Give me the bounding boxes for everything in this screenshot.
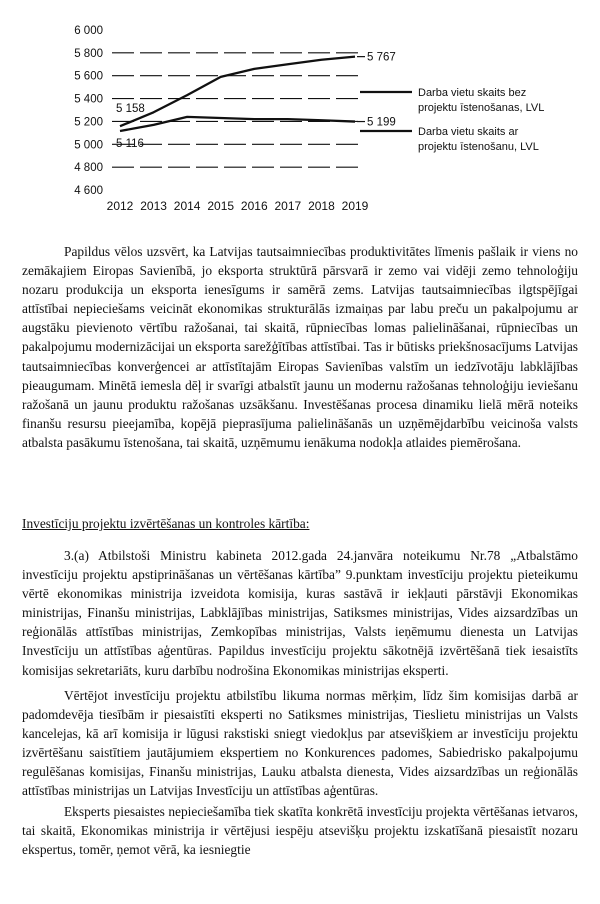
x-tick-label: 2017 bbox=[274, 199, 302, 213]
y-tick-label: 5 600 bbox=[74, 70, 103, 83]
paragraph: Eksperts piesaistes nepieciešamība tiek skatīta konkrētā investīciju projekta vērtēšanas ietvaros, tai skaitā, Ekonomikas ministrija ir vērtējusi iespēju atsevišķu projektu izskatīšanā piesaistīt nozaru ekspertus, tomēr, ņemot vērā, ka iesniegtie bbox=[22, 804, 578, 858]
paragraph: Vērtējot investīciju projektu atbilstību likuma normas mērķim, līdz šim komisijas darbā ar padomdevēja tiesībām ir piesaistīti eksperti no Satiksmes ministrijas, Tieslietu ministrijas un Valsts kancelejas, kā arī komisija ir lūgusi rakstiski sniegt viedokļus par atsevišķiem ar investīciju projektu izvērtēšanu saistītiem jautājumiem ekspertiem no Konkurences padomes, Sabiedrisko pakalpojumu regulēšanas komisijas, Finanšu ministrijas, Lauku atbalsta dienesta, Vides aizsardzības un reģionālās attīstības ministrijas un Latvijas Investīciju un attīstības aģentūras. bbox=[22, 687, 578, 799]
legend-label: Darba vietu skaits ar bbox=[418, 126, 519, 138]
x-tick-label: 2015 bbox=[207, 199, 235, 213]
chart-gridlines bbox=[112, 53, 363, 167]
x-tick-label: 2012 bbox=[106, 199, 134, 213]
chart-series bbox=[120, 57, 355, 131]
y-tick-label: 4 800 bbox=[74, 162, 103, 175]
series-line-1 bbox=[120, 57, 355, 127]
legend-label: Darba vietu skaits bez bbox=[418, 87, 527, 99]
x-tick-label: 2016 bbox=[240, 199, 268, 213]
series-line-2 bbox=[120, 117, 355, 131]
start-value-label: 5 158 bbox=[116, 103, 145, 116]
legend-label: projektu īstenošanas, LVL bbox=[418, 102, 545, 114]
y-tick-label: 5 200 bbox=[74, 116, 103, 129]
start-value-label: 5 116 bbox=[116, 138, 144, 151]
y-tick-label: 6 000 bbox=[74, 25, 103, 37]
x-tick-label: 2018 bbox=[308, 199, 335, 213]
y-tick-label: 4 600 bbox=[74, 185, 103, 197]
paragraph: Papildus vēlos uzsvērt, ka Latvijas tautsaimniecības produktivitātes līmenis pašlaik ir viens no zemākajiem Eiropas Savienībā, jo eksporta struktūrā pārsvarā ir zemo vai vidēji zemo tehnoloģiju nozaru produkcija un eksporta ienesīgums ir samērā zems. Latvijas tautsaimniecības ilgtspējīgai attīstībai nepieciešams veicināt ekonomikas strukturālās izmaiņas par labu preču un pakalpojumu ar augstāku pievienoto vērtību ražošanai, tai skaitā, rūpniecības lomas palielināšanai, rūpniecības un pakalpojumu modernizācijai un eksporta sarežģītības attīstībai. Tas ir būtisks priekšnosacījums Latvijas tautsaimniecības konverģencei ar attīstītajām Eiropas Savienības valstīm un iedzīvotāju labklājības pieaugumam. Minētā iemesla dēļ ir svarīgi atbalstīt jaunu un modernu ražošanas tehnoloģiju ieviešanu ražošanā un jaunu produktu ražošanas uzsākšanu. Investēšanas procesa dinamiku lielā mērā noteiks finanšu resursu pieejamība, kopējā pieprasījuma palielināšanās un uzņēmējdarbību veicinoša valsts atbalsta pasākumu īstenošana, tai skaitā, uzņēmumu ienākuma nodokļa atlaides piemērošana. bbox=[22, 244, 578, 450]
y-tick-label: 5 800 bbox=[74, 47, 103, 60]
x-tick-label: 2019 bbox=[341, 199, 369, 213]
x-tick-label: 2013 bbox=[140, 199, 167, 213]
legend-label: projektu īstenošanu, LVL bbox=[418, 141, 539, 153]
y-tick-label: 5 000 bbox=[74, 139, 103, 152]
y-tick-label: 5 400 bbox=[74, 93, 103, 106]
paragraph: 3.(a) Atbilstoši Ministru kabineta 2012.gada 24.janvāra noteikumu Nr.78 „Atbalstāmo investīciju projektu apstiprināšanas un vērtēšanas kārtība” 9.punktam investīciju projektu pieteikumu vērtē ekonomikas ministrija izveidota komisija, kuras sastāvā ir iekļauti pārstāvji Ekonomikas ministrijas, Finanšu ministrijas, Labklājības ministrijas, Satiksmes ministrijas, Vides aizsardzības un reģionālās attīstības ministrijas, Zemkopības ministrijas, Valsts ieņēmumu dienesta un Latvijas Investīciju un attīstības aģentūras. Papildus investīciju projektu sākotnējā izvērtēšanā tiek iesaistīts komisijas sekretariāts, kuru darbību nodrošina Ekonomikas ministrijas eksperti. bbox=[22, 548, 578, 678]
line-chart bbox=[0, 0, 600, 232]
paragraph-block-1 bbox=[22, 242, 578, 452]
end-value-label: 5 199 bbox=[367, 116, 396, 129]
x-axis-ticks bbox=[107, 199, 369, 213]
end-value-label: 5 767 bbox=[367, 51, 396, 64]
x-tick-label: 2014 bbox=[173, 199, 201, 213]
y-axis-ticks bbox=[74, 25, 103, 197]
paragraph-block-2 bbox=[22, 546, 578, 860]
data-labels bbox=[116, 52, 396, 150]
section-heading: Investīciju projektu izvērtēšanas un kontroles kārtība: bbox=[22, 516, 310, 531]
